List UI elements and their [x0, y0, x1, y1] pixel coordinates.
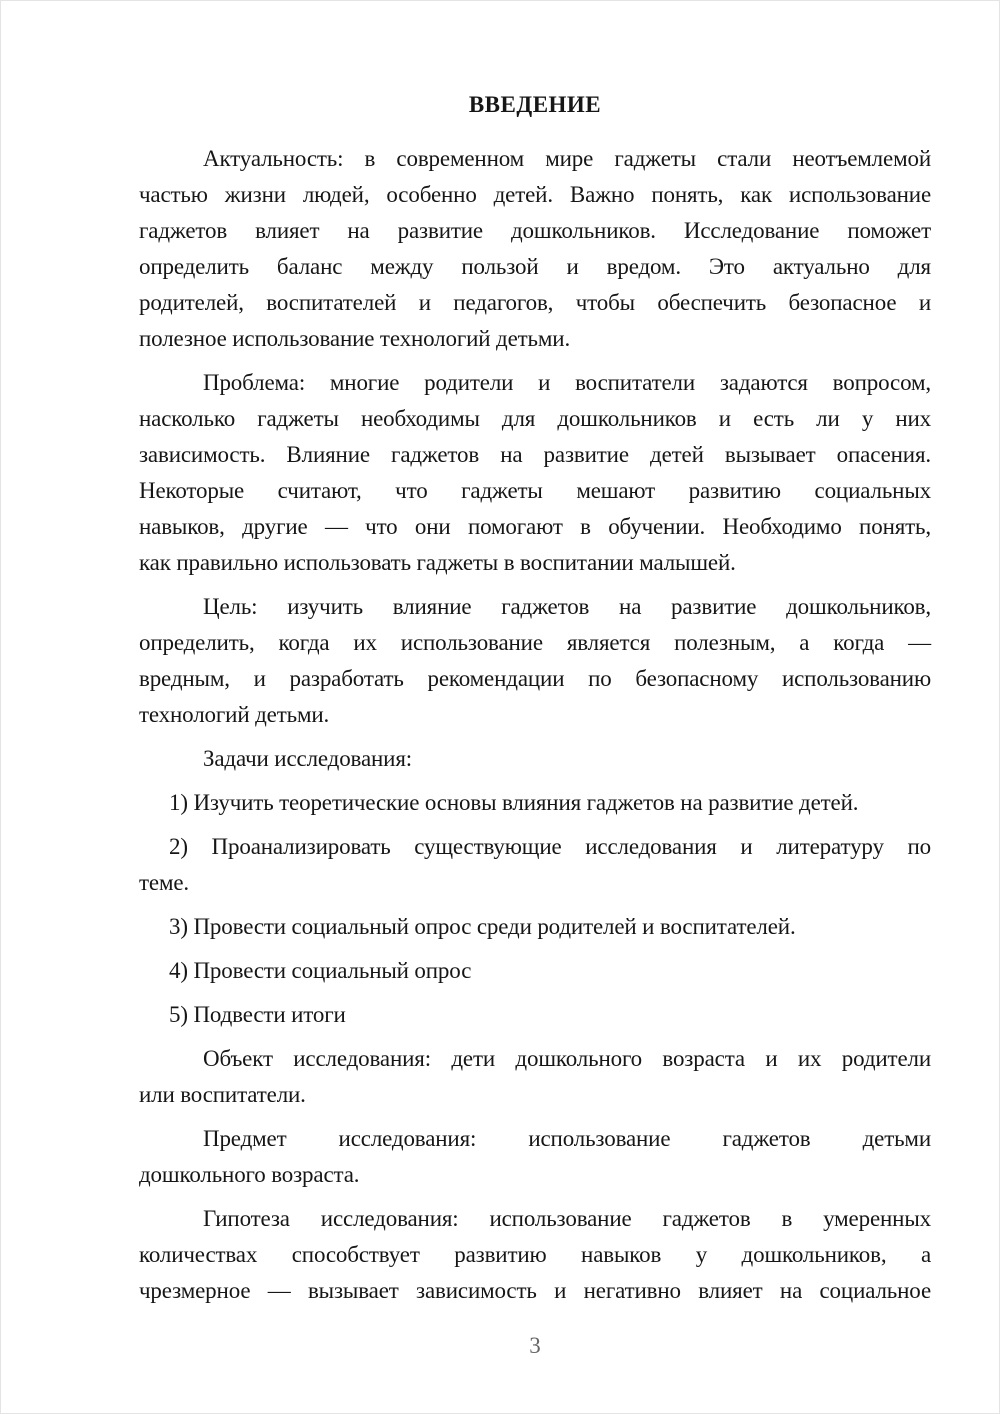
text-line: 3) Провести социальный опрос среди родителей и воспитателей.: [169, 914, 796, 939]
page-number: 3: [529, 1333, 541, 1358]
text-line: зависимость. Влияние гаджетов на развитие детей вызывает опасения.: [139, 442, 931, 467]
text-line: как правильно использовать гаджеты в воспитании малышей.: [139, 550, 736, 575]
text-line: частью жизни людей, особенно детей. Важно понять, как использование: [139, 182, 931, 207]
text-line: Проблема: многие родители и воспитатели задаются вопросом,: [203, 370, 931, 395]
text-line: полезное использование технологий детьми.: [139, 326, 571, 351]
text-line: Цель: изучить влияние гаджетов на развитие дошкольников,: [203, 594, 931, 619]
page-title: ВВЕДЕНИЕ: [468, 92, 602, 117]
text-line: насколько гаджеты необходимы для дошкольников и есть ли у них: [139, 406, 931, 431]
paragraph: [139, 829, 931, 901]
text-line: 5) Подвести итоги: [169, 1002, 346, 1027]
text-line: 4) Провести социальный опрос: [169, 958, 472, 983]
paragraph: [139, 1121, 931, 1193]
paragraph: [139, 141, 931, 357]
paragraph: [139, 909, 931, 945]
paragraph: [139, 997, 931, 1033]
text-line: определить баланс между пользой и вредом. Это актуально для: [139, 254, 931, 279]
text-line: вредным, и разработать рекомендации по безопасному использованию: [139, 666, 931, 691]
text-line: Задачи исследования:: [203, 746, 413, 771]
paragraph: [139, 785, 931, 821]
paragraph: [139, 953, 931, 989]
text-line: дошкольного возраста.: [139, 1162, 360, 1187]
text-line: гаджетов влияет на развитие дошкольников. Исследование поможет: [139, 218, 931, 243]
text-line: теме.: [139, 870, 190, 895]
text-line: технологий детьми.: [139, 702, 330, 727]
text-line: родителей, воспитателей и педагогов, чтобы обеспечить безопасное и: [139, 290, 931, 315]
text-line: Гипотеза исследования: использование гаджетов в умеренных: [203, 1206, 931, 1231]
text-line: Объект исследования: дети дошкольного возраста и их родители: [203, 1046, 931, 1071]
paragraph: [139, 1041, 931, 1113]
text-line: Предмет исследования: использование гаджетов детьми: [203, 1126, 931, 1151]
text-line: количествах способствует развитию навыков у дошкольников, а: [139, 1242, 931, 1267]
paragraph: [139, 589, 931, 733]
text-line: Актуальность: в современном мире гаджеты стали неотъемлемой: [203, 146, 931, 171]
text-line: чрезмерное — вызывает зависимость и негативно влияет на социальное: [139, 1278, 931, 1303]
paragraph-container: [139, 141, 931, 1309]
paragraph: [139, 365, 931, 581]
paragraph: [139, 1201, 931, 1309]
text-line: или воспитатели.: [139, 1082, 306, 1107]
paragraph: [139, 741, 931, 777]
text-line: 2) Проанализировать существующие исследования и литературу по: [169, 834, 931, 859]
text-line: 1) Изучить теоретические основы влияния гаджетов на развитие детей.: [169, 790, 859, 815]
text-line: Некоторые считают, что гаджеты мешают развитию социальных: [139, 478, 931, 503]
text-line: навыков, другие — что они помогают в обучении. Необходимо понять,: [139, 514, 931, 539]
text-line: определить, когда их использование является полезным, а когда —: [139, 630, 931, 655]
page-content: [139, 87, 931, 1317]
